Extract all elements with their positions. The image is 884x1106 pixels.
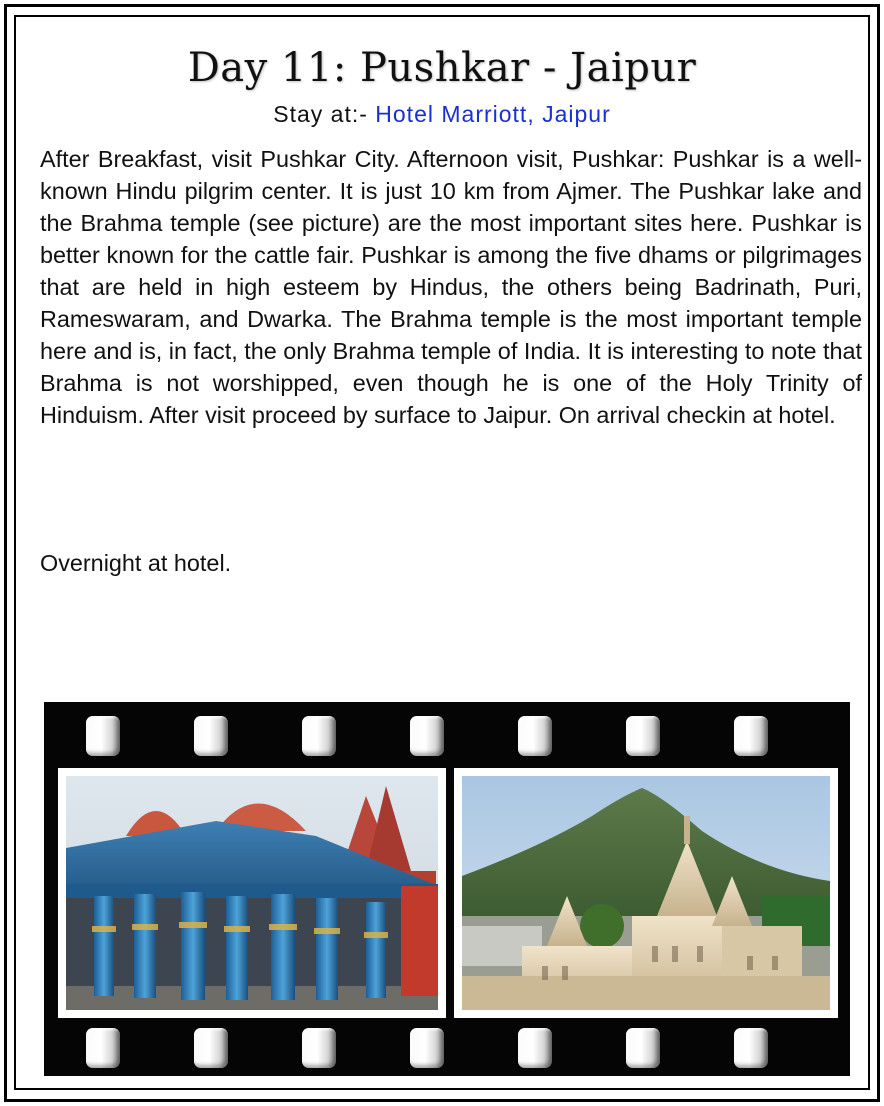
- photo-frame-brahma-temple: [58, 768, 446, 1018]
- brahma-temple-photo: [66, 776, 438, 1010]
- hotel-name: Hotel Marriott, Jaipur: [375, 101, 611, 127]
- pushkar-hill-temples-photo: [462, 776, 830, 1010]
- sprocket-hole: [410, 716, 444, 756]
- stay-prefix: Stay at:-: [273, 101, 376, 127]
- page-outer-border: [4, 4, 880, 1102]
- sprocket-hole: [302, 716, 336, 756]
- photo-frame-pushkar-hill: [454, 768, 838, 1018]
- photo-filmstrip: [44, 702, 850, 1076]
- sprocket-hole: [518, 716, 552, 756]
- pushkar-hill-illustration: [462, 776, 830, 1010]
- sprocket-hole: [626, 1028, 660, 1068]
- sprocket-hole: [86, 716, 120, 756]
- page-inner-border: [14, 15, 870, 1090]
- sprocket-hole: [86, 1028, 120, 1068]
- stay-line: [16, 101, 868, 128]
- sprocket-hole: [626, 716, 660, 756]
- sprocket-hole: [734, 1028, 768, 1068]
- sprocket-hole: [194, 1028, 228, 1068]
- filmstrip-bottom-sprockets: [44, 1028, 850, 1070]
- sprocket-hole: [518, 1028, 552, 1068]
- brahma-temple-illustration: [66, 776, 438, 1010]
- itinerary-description: After Breakfast, visit Pushkar City. Afternoon visit, Pushkar: Pushkar is a well-known Hindu pilgrim center. It is just 10 km from Ajmer. The Pushkar lake and the Brahma temple (see picture) are the most important sites here. Pushkar is better known for the cattle fair. Pushkar is among the five dhams or pilgrimages that are held in high esteem by Hindus, the others being Badrinath, Puri, Rameswaram, and Dwarka. The Brahma temple is the most important temple here and is, in fact, the only Brahma temple of India. It is interesting to note that Brahma is not worshipped, even though he is one of the Holy Trinity of Hinduism. After visit proceed by surface to Jaipur. On arrival checkin at hotel.: [40, 146, 862, 428]
- sprocket-hole: [734, 716, 768, 756]
- sprocket-hole: [410, 1028, 444, 1068]
- sprocket-hole: [302, 1028, 336, 1068]
- filmstrip-top-sprockets: [44, 716, 850, 758]
- sprocket-hole: [194, 716, 228, 756]
- page-title: Day 11: Pushkar - Jaipur: [187, 45, 697, 91]
- overnight-note: Overnight at hotel.: [40, 550, 232, 576]
